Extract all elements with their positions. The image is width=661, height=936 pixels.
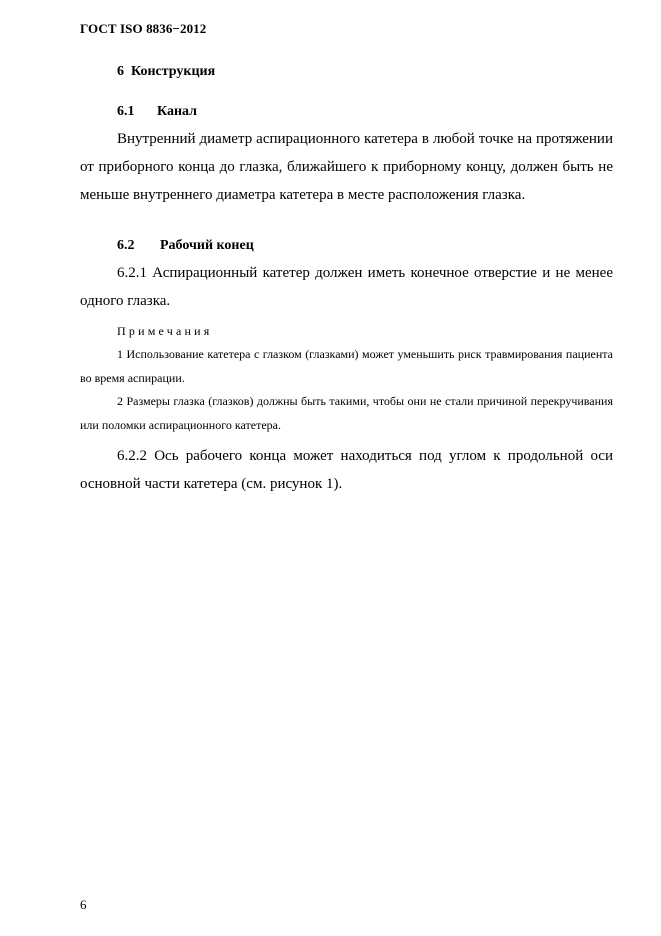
note-2: 2 Размеры глазка (глазков) должны быть такими, чтобы они не стали причиной перекручивания или поломки аспирационного катетера. [80,394,613,432]
document-code-header: ГОСТ ISO 8836−2012 [80,21,207,36]
subsection-6-1-heading [117,104,197,120]
subsection-6-1-title: Канал [157,104,198,119]
notes-title: Примечания [117,324,213,338]
section-heading-construction: 6 Конструкция [117,64,216,79]
subsection-6-1-number: 6.1 [117,104,135,119]
page-number: 6 [80,897,87,912]
paragraph-6-2-1: 6.2.1 Аспирационный катетер должен иметь конечное отверстие и не менее одного глазка. [80,265,613,309]
subsection-6-2-heading [117,238,254,254]
note-1: 1 Использование катетера с глазком (глазками) может уменьшить риск травмирования пациента во время аспирации. [80,347,613,385]
paragraph-channel: Внутренний диаметр аспирационного катетера в любой точке на протяжении от приборного конца до глазка, ближайшего к приборному концу, должен быть не меньше внутреннего диаметра катетера в месте расположения глазка. [80,131,613,203]
subsection-6-2-number: 6.2 [117,238,135,253]
paragraph-6-2-2: 6.2.2 Ось рабочего конца может находиться под углом к продольной оси основной части катетера (см. рисунок 1). [80,448,613,492]
subsection-6-2-title: Рабочий конец [160,238,254,253]
